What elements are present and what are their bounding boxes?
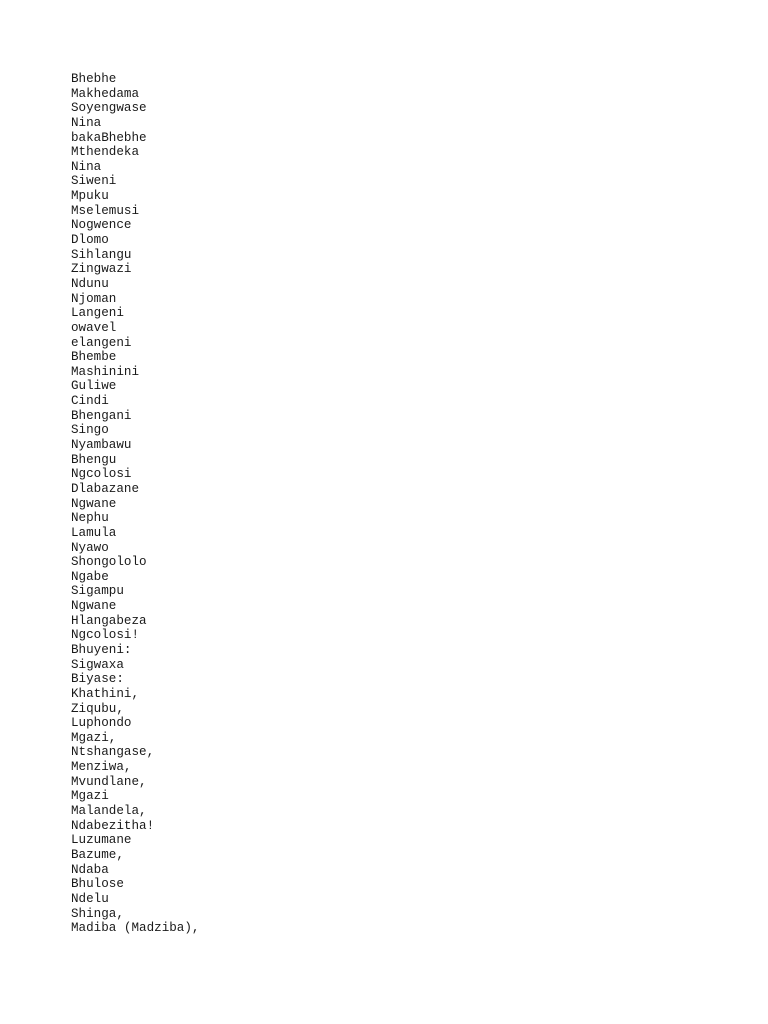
- text-line: Ngcolosi!: [71, 628, 140, 643]
- text-line: Nephu: [71, 511, 109, 526]
- text-line: Nina: [71, 115, 102, 130]
- text-line: owavel: [71, 320, 117, 335]
- text-line: elangeni: [71, 335, 132, 350]
- text-line: Bhengani: [71, 408, 132, 423]
- text-line: Njoman: [71, 291, 117, 306]
- text-line: Ngwane: [71, 599, 117, 614]
- text-line: Dlomo: [71, 233, 109, 248]
- text-line: Bhebhe: [71, 72, 117, 86]
- text-line: Lamula: [71, 525, 117, 540]
- text-line: Bhengu: [71, 452, 117, 467]
- text-line: Nyambawu: [71, 438, 132, 453]
- text-line: Bhembe: [71, 350, 117, 365]
- text-line: Nogwence: [71, 218, 132, 233]
- text-line: Zingwazi: [71, 262, 132, 277]
- text-line: Bhulose: [71, 877, 124, 892]
- text-line: Hlangabeza: [71, 613, 147, 628]
- text-line: Sihlangu: [71, 247, 132, 262]
- text-line: Ndelu: [71, 891, 109, 906]
- text-line: Madiba (Madziba),: [71, 921, 200, 936]
- text-line: Cindi: [71, 394, 109, 409]
- text-line: Mashinini: [71, 364, 140, 379]
- text-line: Singo: [71, 423, 109, 438]
- text-line: Soyengwase: [71, 101, 147, 116]
- text-line: Shongololo: [71, 555, 147, 570]
- text-line: Ntshangase,: [71, 745, 155, 760]
- text-line: Bhuyeni:: [71, 642, 132, 657]
- text-line: Mthendeka: [71, 145, 140, 160]
- text-line: Mgazi: [71, 789, 109, 804]
- text-line: Luphondo: [71, 716, 132, 731]
- text-line: Menziwa,: [71, 760, 132, 775]
- text-line: bakaBhebhe: [71, 130, 147, 145]
- text-line: Nina: [71, 159, 102, 174]
- text-line: Dlabazane: [71, 481, 140, 496]
- text-line: Makhedama: [71, 86, 140, 101]
- text-line: Mselemusi: [71, 203, 140, 218]
- text-line: Ngwane: [71, 496, 117, 511]
- text-line: Siweni: [71, 174, 117, 189]
- text-line: Sigampu: [71, 584, 124, 599]
- text-line: Mpuku: [71, 189, 109, 204]
- text-line: Ziqubu,: [71, 701, 124, 716]
- text-line: Sigwaxa: [71, 657, 124, 672]
- text-line: Khathini,: [71, 686, 140, 701]
- text-block: [71, 72, 199, 936]
- text-line: Biyase:: [71, 672, 124, 687]
- text-line: Ndaba: [71, 862, 109, 877]
- text-line: Malandela,: [71, 804, 147, 819]
- text-line: Ngcolosi: [71, 467, 132, 482]
- text-line: Ndabezitha!: [71, 818, 155, 833]
- text-line: Ngabe: [71, 569, 109, 584]
- text-line: Luzumane: [71, 833, 132, 848]
- text-line: Mgazi,: [71, 730, 117, 745]
- text-line: Shinga,: [71, 906, 124, 921]
- text-line: Bazume,: [71, 847, 124, 862]
- text-line: Nyawo: [71, 540, 109, 555]
- text-line: Langeni: [71, 306, 124, 321]
- text-line: Mvundlane,: [71, 774, 147, 789]
- text-line: Guliwe: [71, 379, 117, 394]
- text-line: Ndunu: [71, 276, 109, 291]
